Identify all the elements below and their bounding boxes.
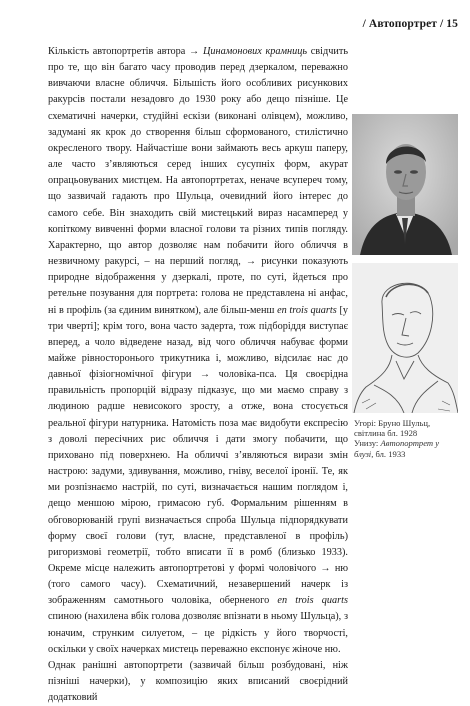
text-run: Однак ранішні автопортрети (зазвичай більш розбудовані, ніж пізніші начерки), у композицію яких вписаний своєрідний додатковий: [48, 659, 348, 704]
paragraph: [48, 658, 348, 706]
text-run: спиною (нахилена вбік голова дозволяє впізнати в ньому Шульца), з юначим, струнким силуетом, – це рідкість у його творчості, оскільки у своїх начерках мистець переважно експонує жіноче ню.: [48, 611, 348, 655]
body-text: [48, 44, 348, 706]
text-run: свідчить про те, що він багато часу проводив перед дзеркалом, переважно вивчаючи власне обличчя. Більшість його особливих рисункових ракурсів постали незадовго до 1930 року або дещо пізніше. Це схематичні начерки, студійні ескізи (виконані олівцем), можливо, задумані як крок до створення більш сформованого, стилістично окресленого твору. Найчастіше вони займають весь аркуш паперу, але часто з’являються серед інших сусупніх форм, акурат опрацьовуваних мистцем. На автопортретах, неначе всупереч тому, що зазвичай гадають про Шульца, очевидний його інтерес до самого себе. Він знаходить свій мистецький вираз насамперед у копіткому вивченні форми власної голови та різних типів погляду. Характерно, що автор дозволяє нам побачити його обличчя в незвичному ракурсі, – на перший погляд, → рисунки показують природне відображення у дзеркалі, проте, по суті, йдеться про ретельне позування для портрета: голова не представлена ні анфас, ні в профіль (за єдиним винятком), але більш-менш: [48, 46, 348, 316]
figure-caption: [354, 418, 458, 459]
italic-run: Цинамонових крамниць: [203, 46, 308, 57]
italic-run: en trois quarts: [277, 304, 337, 316]
drawing-image: [352, 263, 458, 413]
caption-top: Угорі: Бруно Шульц, світлина бл. 1928: [354, 418, 431, 439]
self-portrait-drawing: [352, 263, 458, 413]
italic-run: en trois quarts: [277, 595, 348, 607]
photograph-image: [352, 114, 458, 255]
paragraph: [48, 44, 348, 658]
caption-bottom: Унизу: Автопортрет у блузі, бл. 1933: [354, 438, 440, 459]
text-run: Кількість автопортретів автора →: [48, 46, 204, 57]
portrait-photograph: [352, 114, 458, 255]
running-header: / Автопортрет / 15: [362, 18, 458, 30]
text-run: [у три чверті]; крім того, вона часто задерта, тож підборіддя виступає вперед, а чоло відведене назад, від чого обличчя набуває форми майже рівносторонього трикутника і, можливо, відсилає нас до давньої фізіогномічної фігури → чоловіка-пса. Ця своєрідна правильність пропорцій відразу підказує, що ми маємо справу з людиною радше невисокого зросту, а отже, вона стосується реальної фігури натурника. Натомість поза має видобути експресію з доволі пересічних рис обличчя і дати змогу побачити, що приховано під поверхнею. На обличчі з’являються вирази змін настрою: задуми, здивування, можливо, гніву, веселої іронії. Те, як ми розпізнаємо настрій, по суті, визначається нашим поглядом і, дещо меншою мірою, гримасою губ. Формальним рішенням в обговорюваній групі визначається спроба Шульца підпорядкувати форму своєї голови (тут, власне, представленої в профіль) ригоризмові геометрії, тобто вписати її в ромб (близько 1933). Окреме місце належить автопортретові у формі чоловічого → ню (того самого часу). Схематичний, незавершений начерк із зображенням самотнього чоловіка, оберненого: [48, 304, 348, 607]
